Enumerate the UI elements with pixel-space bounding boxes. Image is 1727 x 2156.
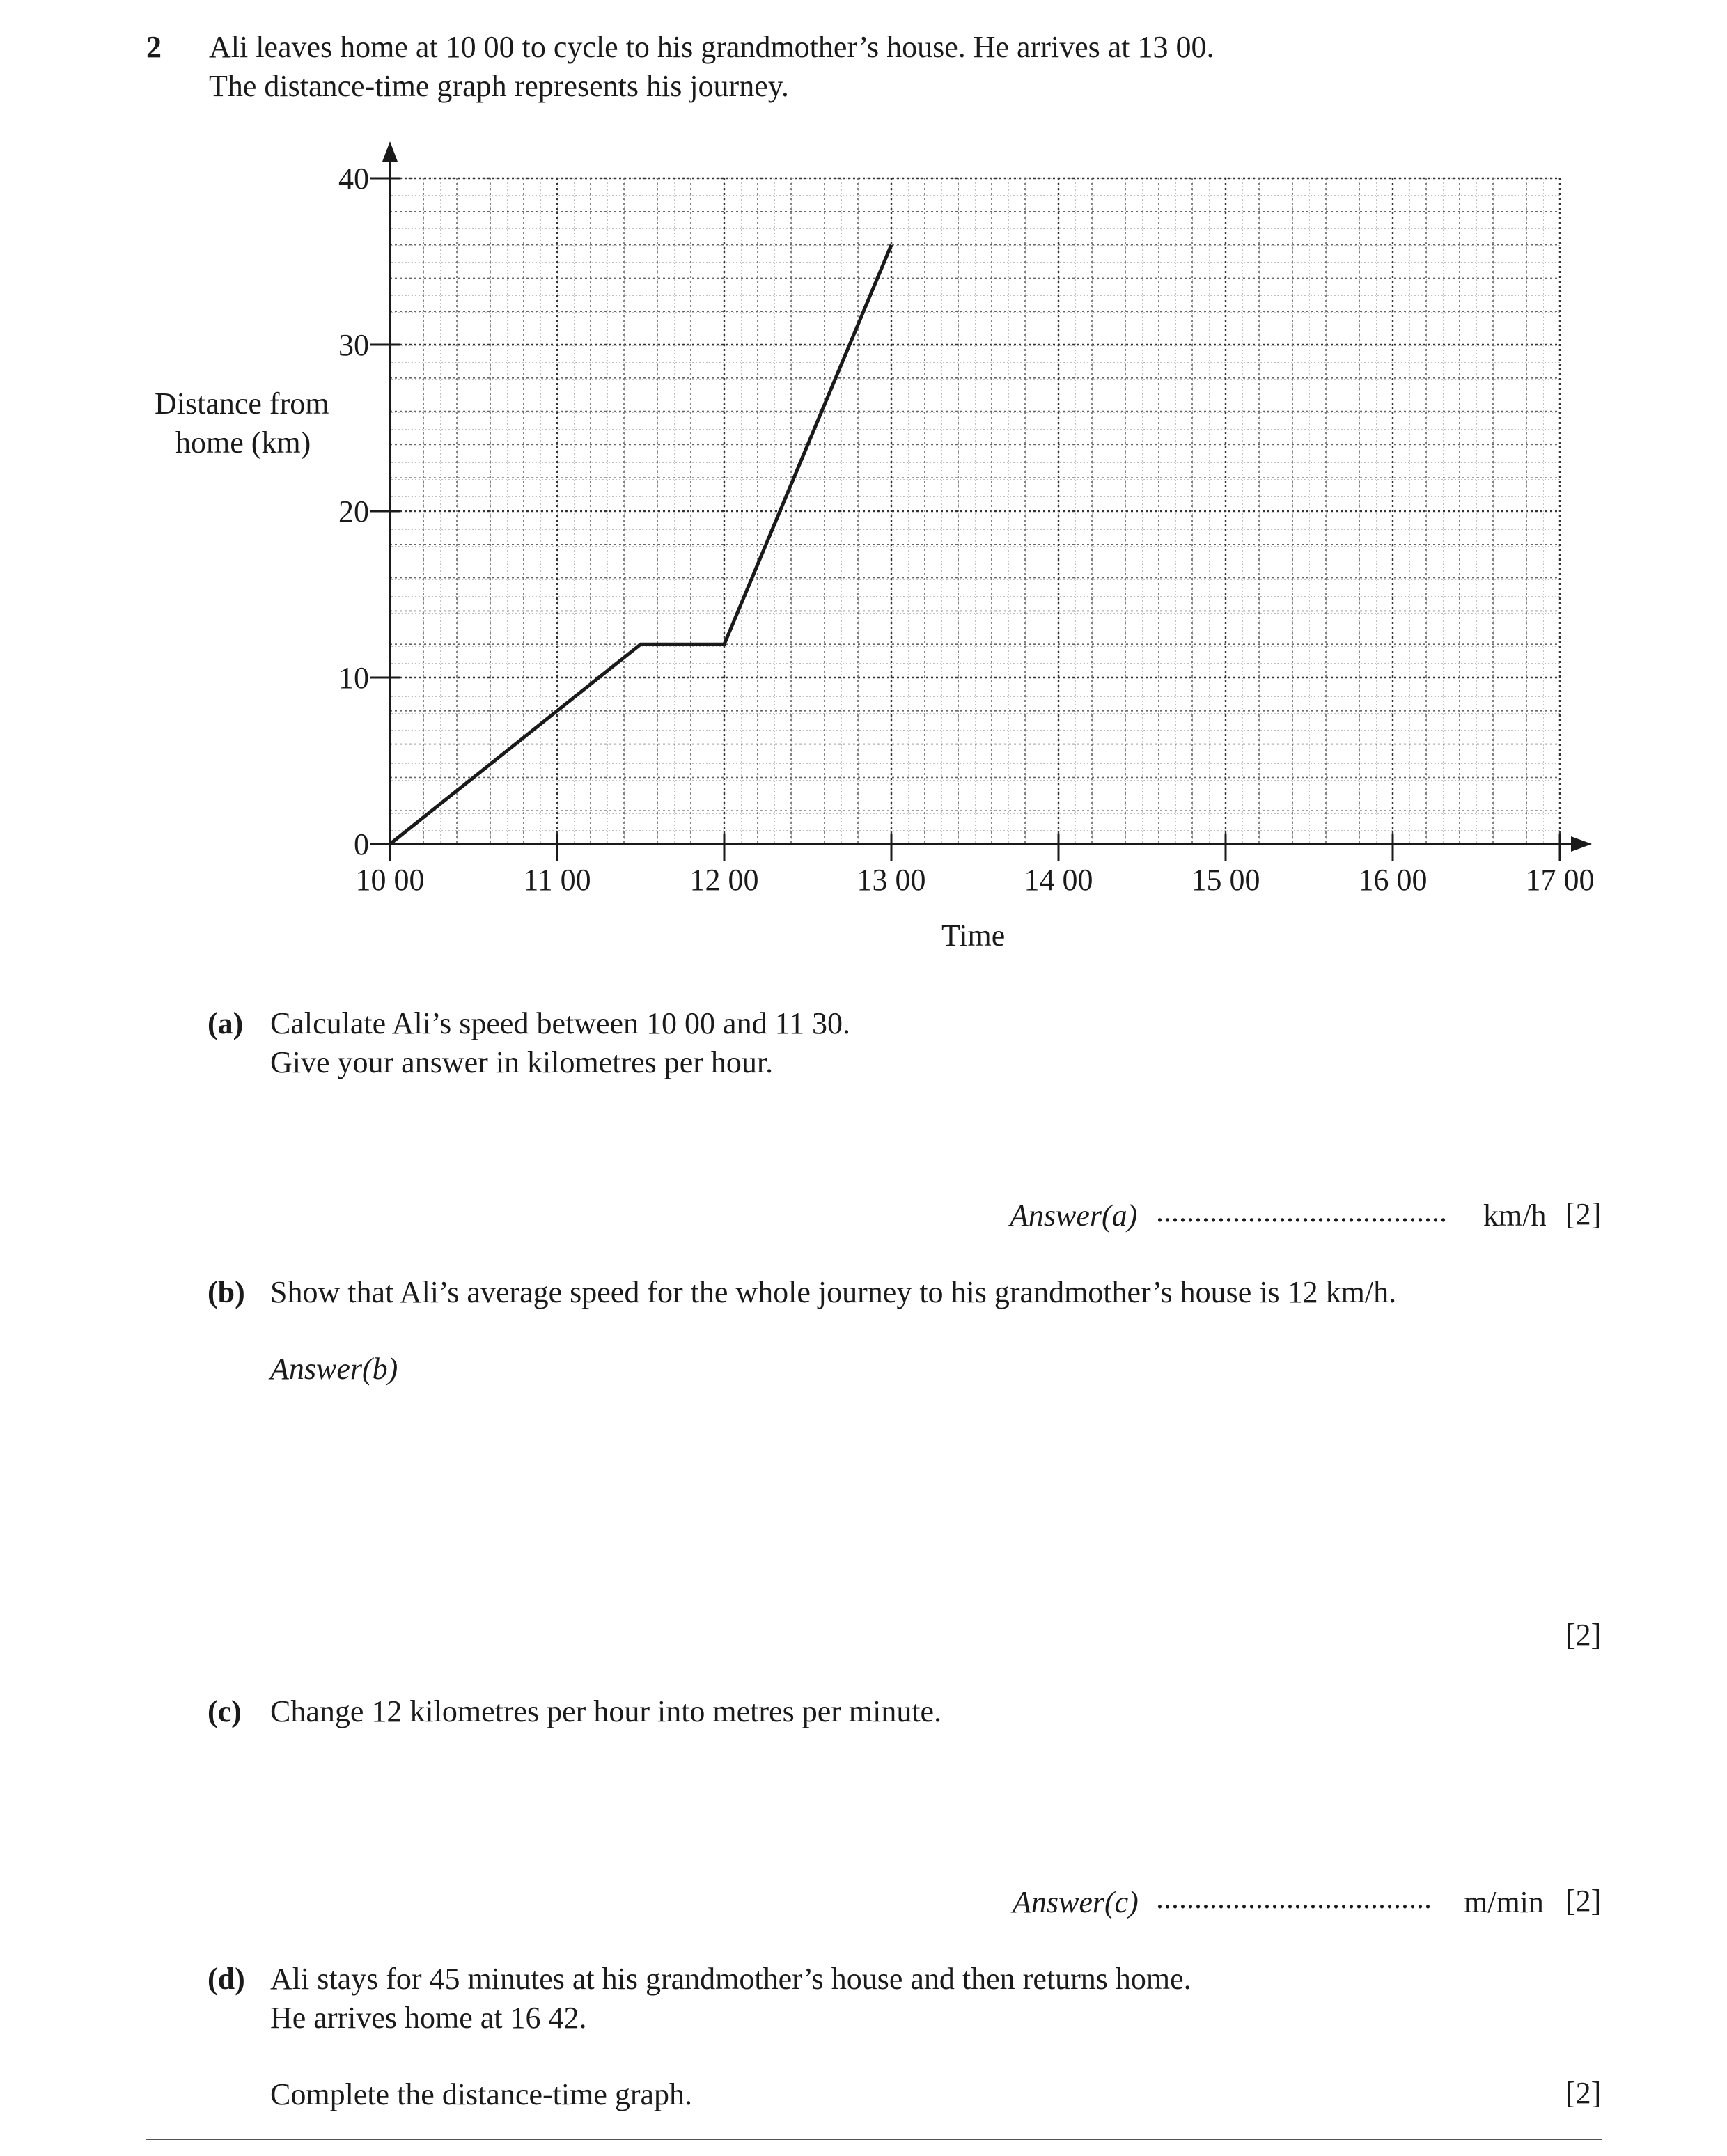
part-a-label: (a) xyxy=(208,1006,244,1040)
answer-b-label: Answer(b) xyxy=(270,1352,398,1386)
y-tick-label: 20 xyxy=(338,494,369,529)
question-number: 2 xyxy=(146,30,162,64)
answer-a-field[interactable]: ...................................... xyxy=(1156,1194,1447,1228)
part-c-marks: [2] xyxy=(1565,1884,1602,1918)
part-b-line1: Show that Ali’s average speed for the whole journey to his grandmother’s house is 12 km/h. xyxy=(270,1275,1397,1309)
part-a-line2: Give your answer in kilometres per hour. xyxy=(270,1045,774,1079)
x-tick-label: 15 00 xyxy=(1191,863,1260,897)
answer-a-unit: km/h xyxy=(1483,1198,1547,1233)
part-c-line1: Change 12 kilometres per hour into metres per minute. xyxy=(270,1694,942,1728)
part-d-marks: [2] xyxy=(1565,2076,1602,2110)
part-d-label: (d) xyxy=(208,1962,245,1996)
part-d-line2: He arrives home at 16 42. xyxy=(270,2001,587,2035)
distance-time-graph xyxy=(0,0,1727,975)
y-tick-label: 10 xyxy=(338,661,369,695)
question-intro-line1: Ali leaves home at 10 00 to cycle to his grandmother’s house. He arrives at 13 00. xyxy=(209,30,1214,64)
question-intro-line2: The distance-time graph represents his journey. xyxy=(209,69,789,103)
answer-a-label: Answer(a) xyxy=(1010,1198,1138,1233)
y-axis-label-line2: home (km) xyxy=(175,425,311,460)
x-tick-label: 16 00 xyxy=(1358,863,1428,897)
x-tick-label: 17 00 xyxy=(1525,863,1595,897)
part-a-line1: Calculate Ali’s speed between 10 00 and 11 30. xyxy=(270,1006,850,1040)
x-tick-label: 14 00 xyxy=(1024,863,1093,897)
x-tick-label: 13 00 xyxy=(857,863,926,897)
part-b-label: (b) xyxy=(208,1275,245,1309)
answer-c-field[interactable]: .................................... xyxy=(1156,1881,1432,1915)
y-axis-arrow xyxy=(382,141,398,162)
x-tick-label: 11 00 xyxy=(523,863,591,897)
part-d-line1: Ali stays for 45 minutes at his grandmother’s house and then returns home. xyxy=(270,1962,1191,1996)
x-axis-arrow xyxy=(1571,836,1592,852)
y-axis-label-line1: Distance from xyxy=(155,386,329,421)
answer-c-label: Answer(c) xyxy=(1013,1885,1139,1919)
part-c-label: (c) xyxy=(208,1694,242,1728)
y-tick-label: 40 xyxy=(338,162,369,196)
x-tick-label: 12 00 xyxy=(689,863,759,897)
answer-b-working-space[interactable] xyxy=(270,1400,1593,1602)
answer-c-unit: m/min xyxy=(1464,1885,1544,1919)
part-d-line3: Complete the distance-time graph. xyxy=(270,2077,693,2111)
x-tick-label: 10 00 xyxy=(355,863,425,897)
x-axis-label: Time xyxy=(941,919,1006,953)
part-a-marks: [2] xyxy=(1565,1197,1602,1231)
y-tick-label: 30 xyxy=(338,328,369,362)
page-bottom-rule xyxy=(146,2139,1602,2140)
y-tick-label: 0 xyxy=(354,827,369,861)
part-b-marks: [2] xyxy=(1565,1618,1602,1652)
graph-grid xyxy=(390,178,1560,844)
